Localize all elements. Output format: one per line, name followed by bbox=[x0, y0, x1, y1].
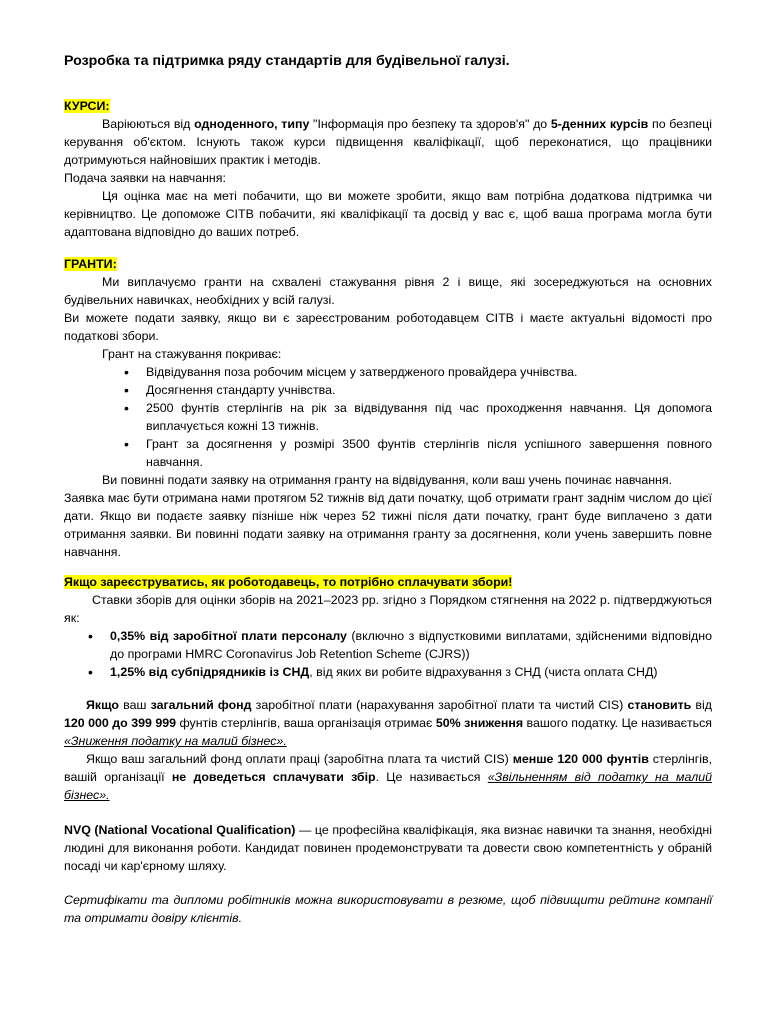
grants-paragraph-1: Ми виплачуємо гранти на схвалені стажування рівня 2 і вище, які зосереджуються на основних будівельних навичках, необхідних у всій галузі. bbox=[64, 275, 712, 307]
bold-run: Якщо bbox=[86, 698, 119, 712]
levy-reduction-section bbox=[64, 696, 712, 804]
grants-paragraph-2: Ви можете подати заявку, якщо ви є зареєстрованим роботодавцем CITB і маєте актуальні відомості про податкові збори. bbox=[64, 311, 712, 343]
page-title: Розробка та підтримка ряду стандартів для будівельної галузі. bbox=[64, 53, 510, 69]
list-item bbox=[64, 663, 712, 681]
nvq-section bbox=[64, 821, 712, 875]
text-run: Якщо ваш загальний фонд оплати праці (заробітна плата та чистий CIS) bbox=[86, 752, 513, 766]
list-item: • 2500 фунтів стерлінгів на рік за відвідування під час проходження навчання. Ця допомога виплачується кожні 13 тижнів. bbox=[64, 399, 712, 435]
courses-section bbox=[64, 97, 712, 241]
footer-note: Сертифікати та дипломи робітників можна використовувати в резюме, щоб підвищити рейтинг компанії та отримати довіру клієнтів. bbox=[64, 893, 712, 925]
levy-heading: Якщо зареєструватись, як роботодавець, то потрібно сплачувати збори! bbox=[64, 575, 513, 589]
italic-underline-run: «Звільненням від податку на малий бізнес». bbox=[64, 770, 713, 802]
italic-underline-run: «Зниження податку на малий бізнес». bbox=[64, 734, 287, 748]
bold-run: менше 120 000 фунтів bbox=[512, 752, 649, 766]
grants-list bbox=[64, 363, 712, 471]
courses-heading: КУРСИ: bbox=[64, 99, 110, 113]
levy-paragraph-2 bbox=[64, 696, 712, 750]
text-run: . Це називається bbox=[375, 770, 488, 784]
bold-run: становить bbox=[627, 698, 692, 712]
text-run: фунтів стерлінгів, ваша організація отримає bbox=[176, 716, 436, 730]
list-item bbox=[64, 627, 712, 663]
text-run: вашого податку. Це називається bbox=[523, 716, 712, 730]
list-item: • Грант за досягнення у розмірі 3500 фунтів стерлінгів після успішного завершення повного навчання. bbox=[64, 435, 712, 471]
levy-list bbox=[64, 627, 712, 681]
bold-run: 50% зниження bbox=[435, 716, 524, 730]
text-run: Варіюються від bbox=[102, 117, 195, 131]
list-item: • Відвідування поза робочим місцем у затвердженого провайдера учнівства. bbox=[64, 363, 712, 381]
grants-paragraph-3: Грант на стажування покриває: bbox=[102, 347, 282, 361]
bold-run: одноденного, типу bbox=[194, 117, 310, 131]
text-run: заробітної плати (нарахування заробітної плати та чистий CIS) bbox=[251, 698, 628, 712]
grants-section bbox=[64, 255, 712, 561]
text-run: ваш bbox=[118, 698, 151, 712]
bold-run: 0,35% від заробітної плати персоналу bbox=[110, 629, 347, 643]
list-item: • Досягнення стандарту учнівства. bbox=[64, 381, 712, 399]
footer-section bbox=[64, 891, 712, 927]
courses-paragraph-1 bbox=[64, 115, 712, 169]
text-run: "Інформація про безпеку та здоров'я" до bbox=[309, 117, 551, 131]
levy-paragraph-3 bbox=[64, 750, 712, 804]
grants-paragraph-5: Заявка має бути отримана нами протягом 52 тижнів від дати початку, щоб отримати грант заднім числом до цієї дати. Якщо ви подаєте заявку пізніше ніж через 52 тижні після дати початку, грант буде виплачено з дати отримання заявки. Ви повинні подати заявку на отримання гранту за досягнення, коли учень завершить повне навчання. bbox=[64, 491, 712, 559]
grants-paragraph-4: Ви повинні подати заявку на отримання гранту на відвідування, коли ваш учень починає навчання. bbox=[102, 473, 673, 487]
text-run: , від яких ви робите відрахування з СНД (чиста оплата СНД) bbox=[309, 665, 658, 679]
levy-section bbox=[64, 573, 712, 681]
grants-heading: ГРАНТИ: bbox=[64, 257, 117, 271]
levy-paragraph-1: Ставки зборів для оцінки зборів на 2021–2023 рр. згідно з Порядком стягнення на 2022 р. підтверджуються як: bbox=[64, 593, 712, 625]
text-run: по безпеці керування об'єктом. Існують також курси підвищення кваліфікації, щоб переконатися, що працівники дотримуються найновіших практик і методів. bbox=[64, 117, 713, 167]
courses-paragraph-2: Подача заявки на навчання: bbox=[64, 171, 226, 185]
text-run: (включно з відпустковими виплатами, здійсненими відповідно до програми HMRC Coronavirus Job Retention Scheme (CJRS)) bbox=[110, 629, 712, 661]
bold-run: не доведеться сплачувати збір bbox=[171, 770, 376, 784]
bold-run: 5-денних курсів bbox=[550, 117, 649, 131]
bold-run: NVQ (National Vocational Qualification) bbox=[64, 823, 296, 837]
bold-run: загальний фонд bbox=[150, 698, 252, 712]
bold-run: 120 000 до 399 999 bbox=[64, 716, 177, 730]
courses-paragraph-3: Ця оцінка має на меті побачити, що ви можете зробити, якщо вам потрібна додаткова підтримка чи керівництво. Це допоможе CITB побачити, які кваліфікації та досвід у вас є, щоб ваша програма могла бути адаптована відповідно до ваших потреб. bbox=[64, 189, 712, 239]
nvq-paragraph bbox=[64, 821, 712, 875]
bold-run: 1,25% від субпідрядників із СНД bbox=[110, 665, 310, 679]
text-run: стерлінгів, вашій організації bbox=[64, 752, 712, 784]
text-run: — це професійна кваліфікація, яка визнає навички та знання, необхідні людині для виконання роботи. Кандидат повинен продемонструвати та довести свою компетентність у обраній посаді чи кар'єрному шляху. bbox=[64, 823, 712, 873]
text-run: від bbox=[691, 698, 712, 712]
